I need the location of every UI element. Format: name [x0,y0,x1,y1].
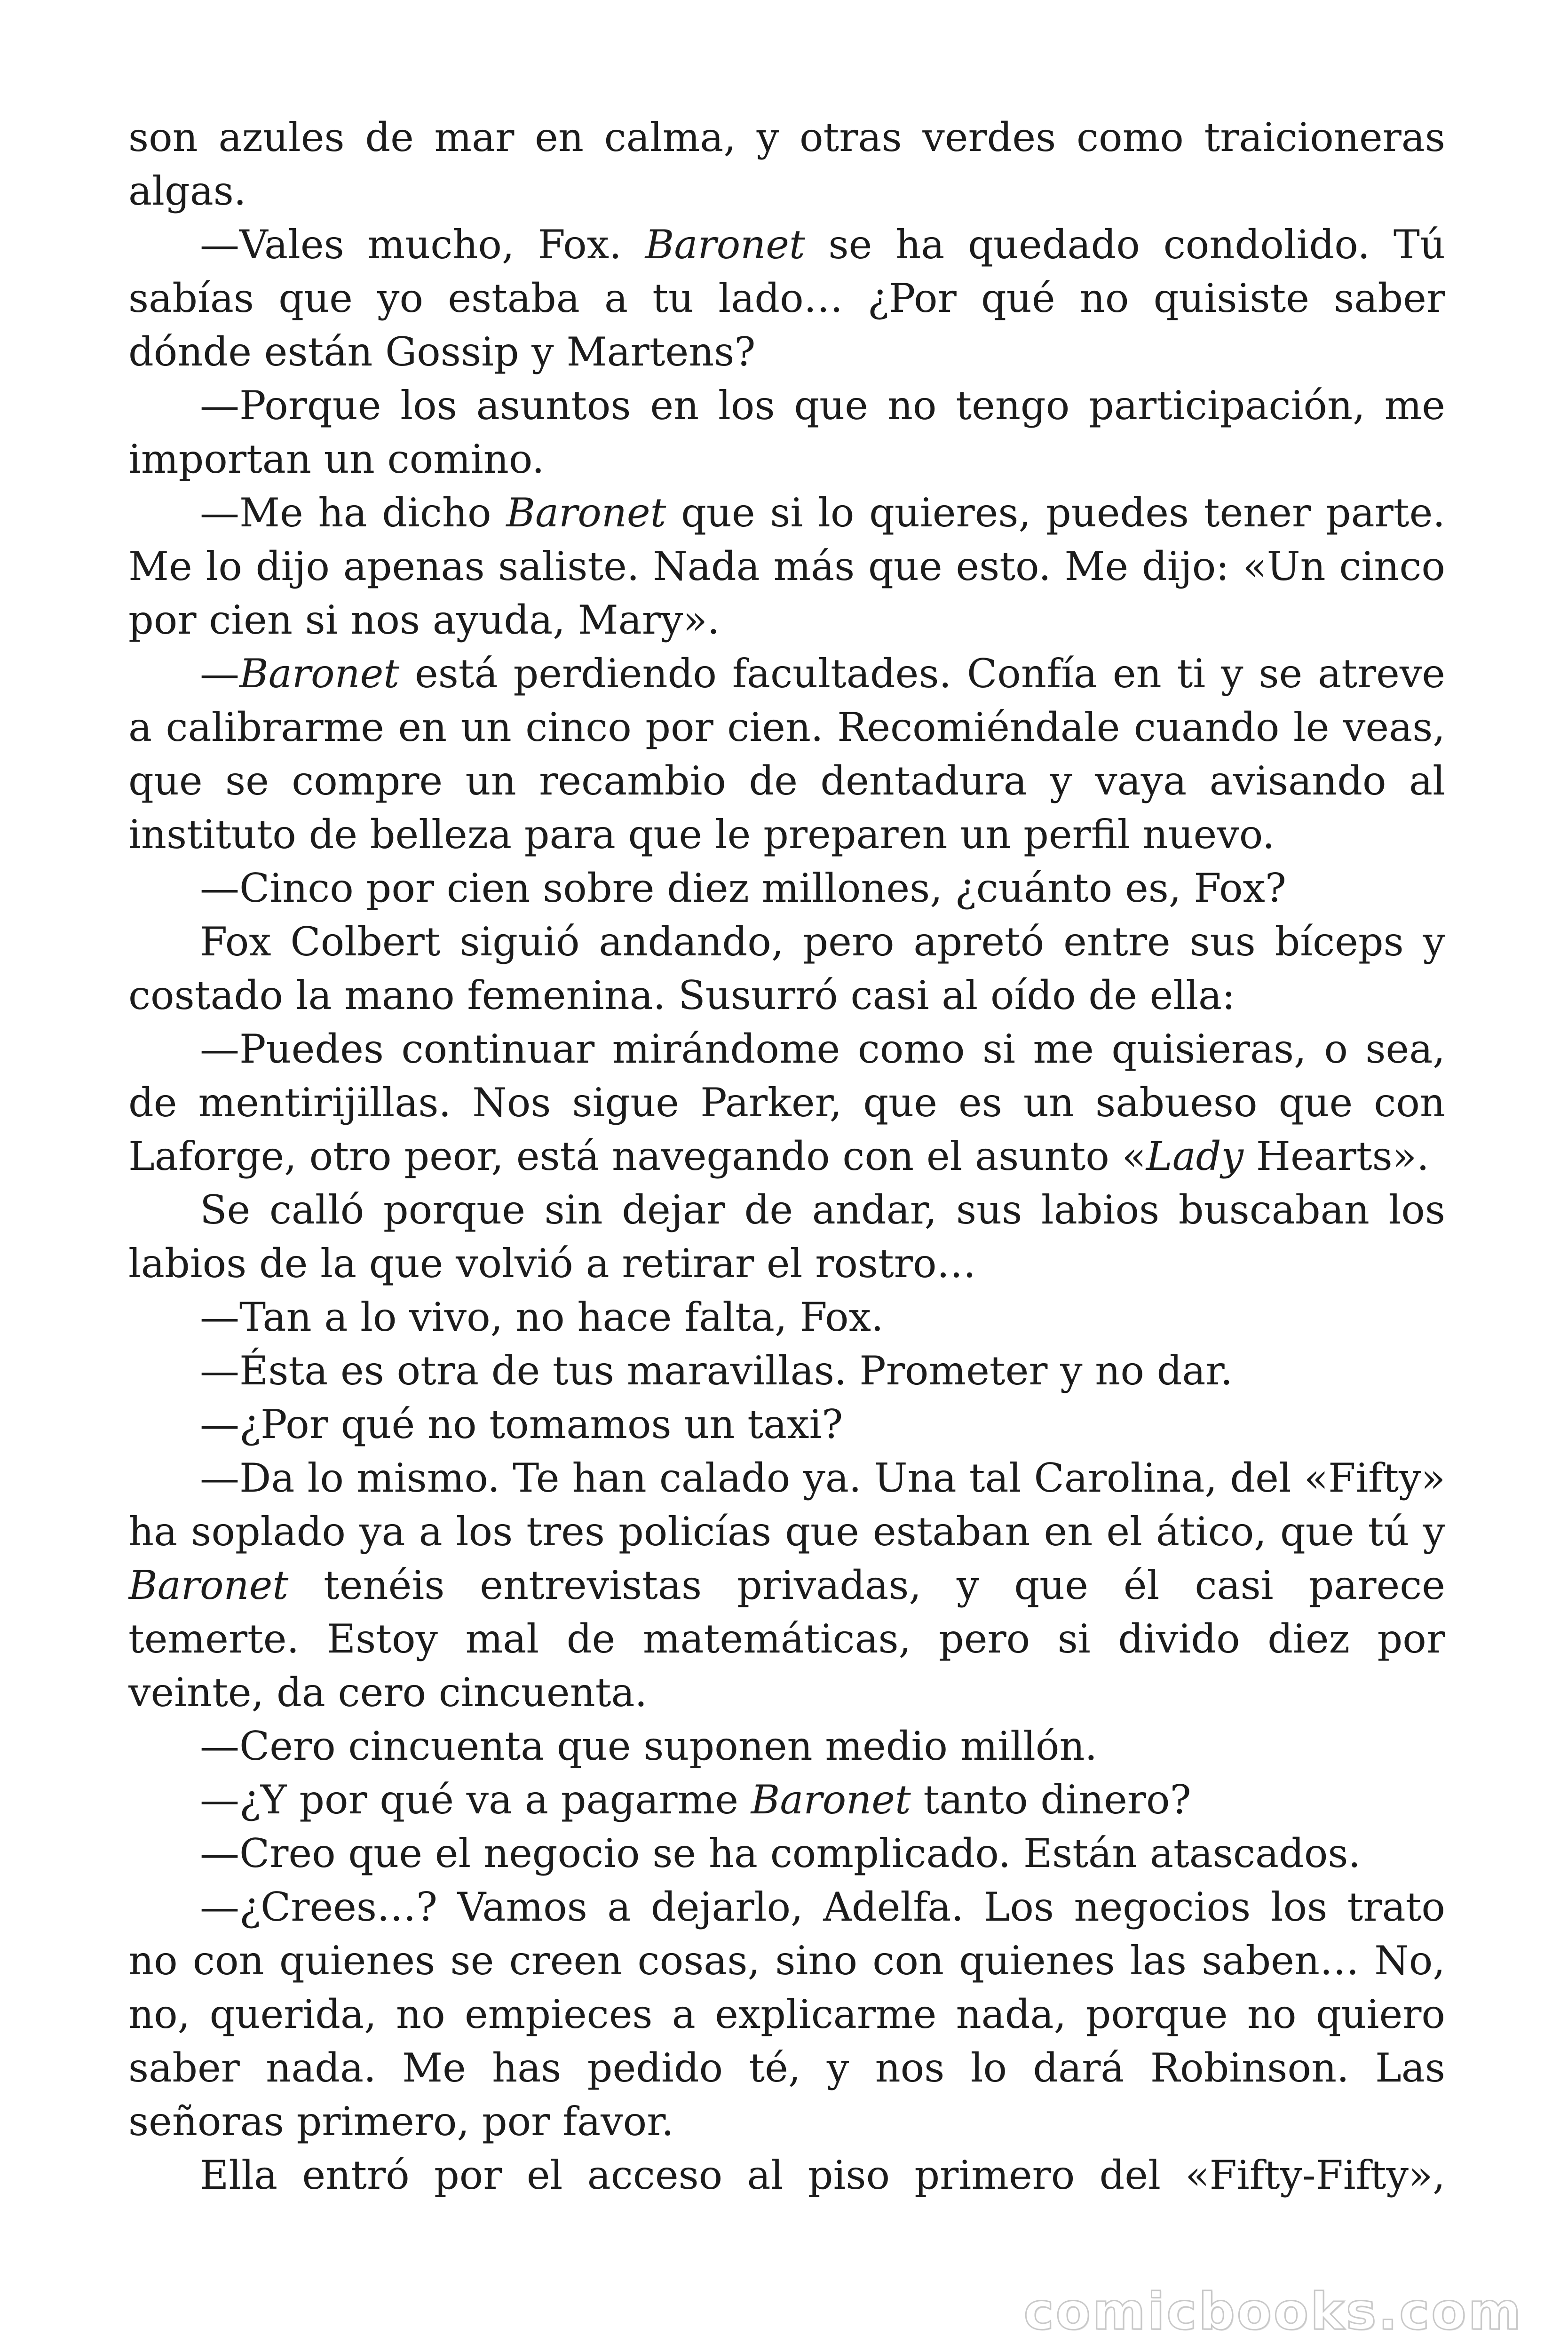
text-segment: tanto dinero? [911,1777,1191,1823]
paragraph-14 [128,1719,1445,1773]
paragraph-17 [128,1880,1445,2148]
italic-name: Baronet [751,1777,911,1823]
italic-name: Baronet [239,651,400,697]
text-segment: —Da lo mismo. Te han calado ya. Una tal Carolina, del «Fifty» ha soplado ya a los tres policías que estaban en el ático, que tú y [128,1455,1445,1555]
text-segment: Hearts». [1243,1133,1429,1179]
italic-name: Lady [1146,1133,1243,1179]
text-segment: —Cinco por cien sobre diez millones, ¿cuánto es, Fox? [200,865,1286,911]
text-segment: —Me ha dicho [200,490,507,536]
paragraph-10 [128,1290,1445,1344]
italic-name: Baronet [506,490,666,536]
paragraph-2 [128,218,1445,379]
text-segment: —Vales mucho, Fox. [200,222,645,268]
paragraph-9 [128,1183,1445,1290]
text-segment: que si lo quieres, puedes tener parte. Me lo dijo apenas saliste. Nada más que esto. Me dijo: «Un cinco por cien si nos ayuda, Mary». [128,490,1445,643]
text-segment: Fox Colbert siguió andando, pero apretó entre sus bíceps y costado la mano femenina. Susurró casi al oído de ella: [128,919,1445,1018]
book-page-text [128,111,1445,2246]
paragraph-18 [128,2148,1445,2202]
text-segment: —Puedes continuar mirándome como si me quisieras, o sea, de mentirijillas. Nos sigue Parker, que es un sabueso que con Laforge, otro peor, está navegando con el asunto « [128,1026,1445,1179]
italic-name: Baronet [128,1562,289,1608]
text-segment: se ha quedado condolido. Tú sabías que yo estaba a tu lado… ¿Por qué no quisiste saber dónde están Gossip y Martens? [128,222,1445,375]
paragraph-6 [128,861,1445,915]
text-segment: —¿Crees…? Vamos a dejarlo, Adelfa. Los negocios los trato no con quienes se creen cosas, sino con quienes las saben… No, no, querida, no empieces a explicarme nada, porque no quiero saber nada. Me has pedido té, y nos lo dará Robinson. Las señoras primero, por favor. [128,1884,1445,2145]
text-segment: —Ésta es otra de tus maravillas. Prometer y no dar. [200,1348,1233,1394]
text-segment: —¿Y por qué va a pagarme [200,1777,751,1823]
watermark-logo: comicbooks.com [1023,2282,1523,2341]
text-segment: Se calló porque sin dejar de andar, sus labios buscaban los labios de la que volvió a retirar el rostro… [128,1187,1445,1287]
paragraph-16 [128,1827,1445,1880]
paragraph-4 [128,486,1445,647]
text-segment: —Tan a lo vivo, no hace falta, Fox. [200,1294,884,1340]
paragraph-11 [128,1344,1445,1398]
text-segment: —Cero cincuenta que suponen medio millón. [200,1723,1098,1769]
text-segment: —Porque los asuntos en los que no tengo participación, me importan un comino. [128,382,1445,482]
paragraph-3 [128,379,1445,486]
text-segment: son azules de mar en calma, y otras verdes como traicioneras algas. [128,114,1445,214]
paragraph-1 [128,111,1445,218]
paragraph-15 [128,1773,1445,1827]
text-segment: tenéis entrevistas privadas, y que él casi parece temerte. Estoy mal de matemáticas, pero si divido diez por veinte, da cero cincuenta. [128,1562,1445,1716]
paragraph-8 [128,1022,1445,1183]
paragraph-13 [128,1451,1445,1719]
text-segment: — [200,651,239,697]
paragraph-7 [128,915,1445,1022]
text-segment: —Creo que el negocio se ha complicado. Están atascados. [200,1830,1361,1876]
italic-name: Baronet [645,222,805,268]
paragraph-12 [128,1398,1445,1451]
text-segment: está perdiendo facultades. Confía en ti y se atreve a calibrarme en un cinco por cien. Recomiéndale cuando le veas, que se compre un recambio de dentadura y vaya avisando al instituto de belleza para que le preparen un perfil nuevo. [128,651,1445,858]
text-segment: Ella entró por el acceso al piso primero del «Fifty-Fifty», [200,2152,1445,2198]
paragraph-5 [128,647,1445,861]
text-segment: —¿Por qué no tomamos un taxi? [200,1401,843,1447]
